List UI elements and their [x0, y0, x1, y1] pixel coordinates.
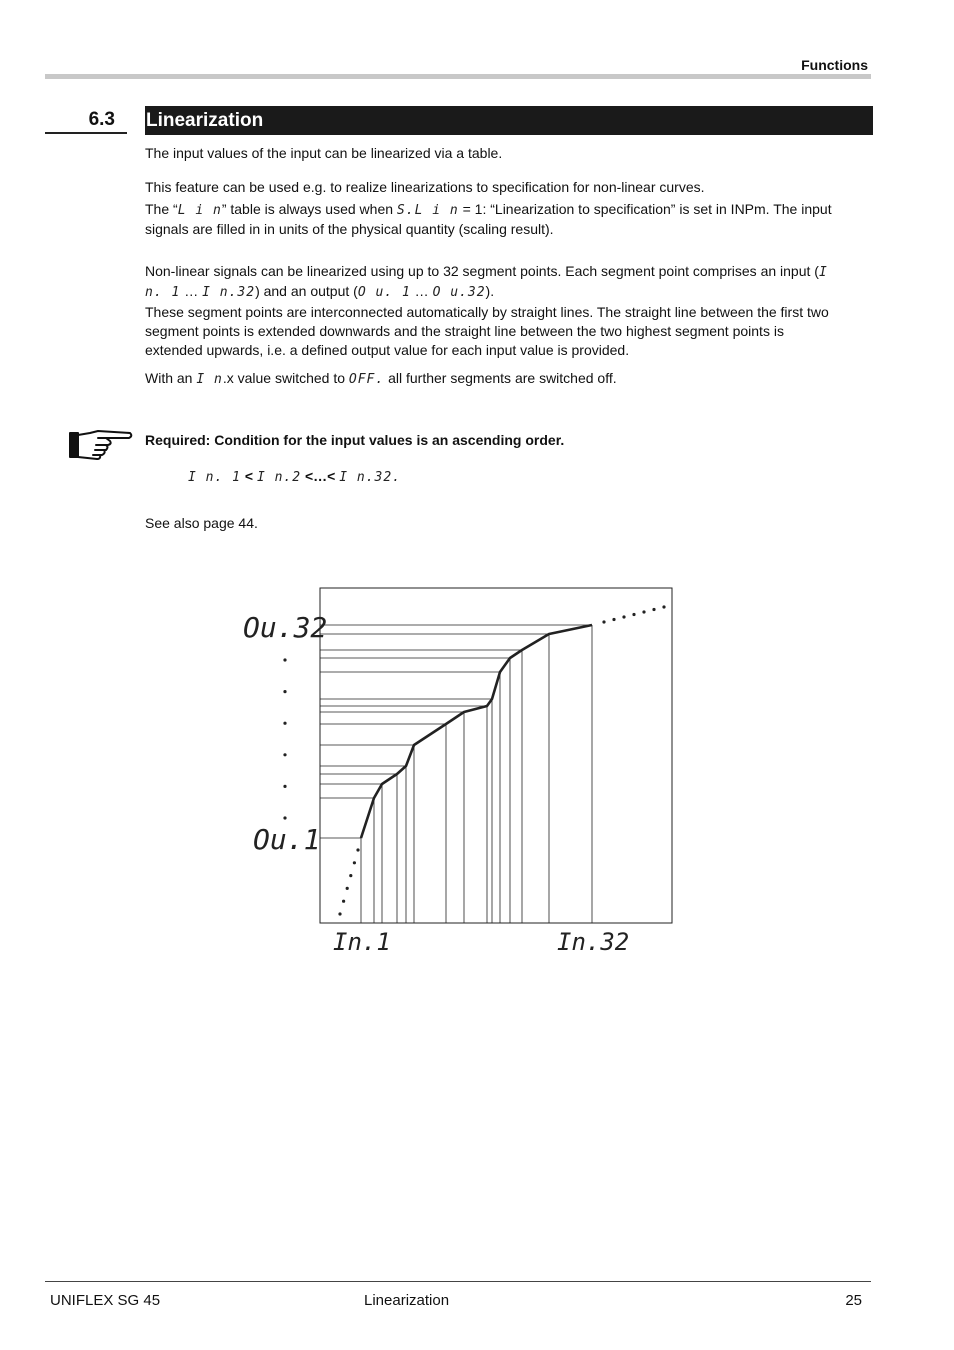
paragraph-intro: The input values of the input can be linearized via a table. [145, 145, 503, 161]
extension-dot-upper-2 [612, 618, 615, 621]
x-right-label: In.32 [557, 928, 630, 956]
footer-rule [45, 1281, 871, 1282]
extension-dot-lower-1 [338, 912, 341, 915]
paragraph-interconnect: These segment points are interconnected automatically by straight lines. The straight line between the first two segment points is extended downwards and the straight line between the two highest segment points is extended upwards, i.e. a defined output value for each input value is provided. [145, 304, 829, 358]
footer-page-number: 25 [845, 1292, 862, 1309]
y-top-label: Ou.32 [243, 611, 328, 644]
extension-dot-upper-1 [602, 620, 605, 623]
section-number: 6.3 [45, 106, 127, 134]
linearization-curve [361, 625, 592, 838]
order-in1: I n. 1 [188, 470, 241, 485]
footer-section: Linearization [364, 1292, 450, 1309]
extension-dot-upper-4 [632, 613, 635, 616]
paragraph-off: With an I n.x value switched to OFF. all further segments are switched off. [145, 370, 617, 387]
y-bottom-label: Ou.1 [253, 823, 321, 856]
axis-ellipsis-dot-1 [283, 658, 286, 661]
code-off: OFF. [348, 372, 385, 387]
code-in32: I n.32 [202, 285, 256, 300]
axis-ellipsis-dot-2 [283, 690, 286, 693]
code-ou1: O u. 1 [357, 285, 411, 300]
ascending-order: I n. 1 < I n.2 <…< I n.32. [188, 468, 402, 485]
extension-dot-lower-4 [349, 874, 352, 877]
extension-dot-lower-6 [356, 848, 359, 851]
axis-ellipsis-dot-6 [283, 816, 286, 819]
section-title: Linearization [145, 106, 873, 135]
paragraph-table: The “L i n” table is always used when S.L i n = 1: “Linearization to specification” is set in INPm. The input signals are filled in in units of the physical quantity (scaling result). [145, 201, 832, 237]
axis-ellipsis-dot-3 [283, 722, 286, 725]
extension-dot-lower-5 [353, 861, 356, 864]
paragraph-feature: This feature can be used e.g. to realize linearizations to specification for non-linear curves. [145, 179, 705, 195]
code-in: I n [196, 372, 223, 387]
extension-dot-upper-7 [662, 605, 665, 608]
extension-dot-upper-5 [642, 610, 645, 613]
extension-dot-lower-3 [346, 887, 349, 890]
order-in2: I n.2 [256, 470, 302, 485]
diagram-frame [320, 588, 672, 923]
see-also: See also page 44. [145, 515, 258, 531]
code-in1: I n. 1 [145, 265, 828, 300]
note-text: Required: Condition for the input values is an ascending order. [145, 432, 565, 448]
axis-ellipsis-dot-5 [283, 785, 286, 788]
extension-dot-lower-2 [342, 900, 345, 903]
axis-ellipsis-dot-4 [283, 753, 286, 756]
x-left-label: In.1 [333, 928, 391, 956]
code-ou32: O u.32 [432, 285, 486, 300]
code-lin: L i n [177, 203, 222, 218]
footer-product: UNIFLEX SG 45 [50, 1292, 161, 1309]
header-section-label: Functions [801, 57, 868, 73]
order-in32: I n.32. [339, 470, 402, 485]
extension-dot-upper-6 [652, 608, 655, 611]
code-slin: S.L i n [396, 203, 459, 218]
extension-dot-upper-3 [622, 615, 625, 618]
paragraph-segments: Non-linear signals can be linearized using up to 32 segment points. Each segment point comprises an input (I n. 1 … I n.32) and an output (O u. 1 … O u.32). [145, 263, 828, 300]
